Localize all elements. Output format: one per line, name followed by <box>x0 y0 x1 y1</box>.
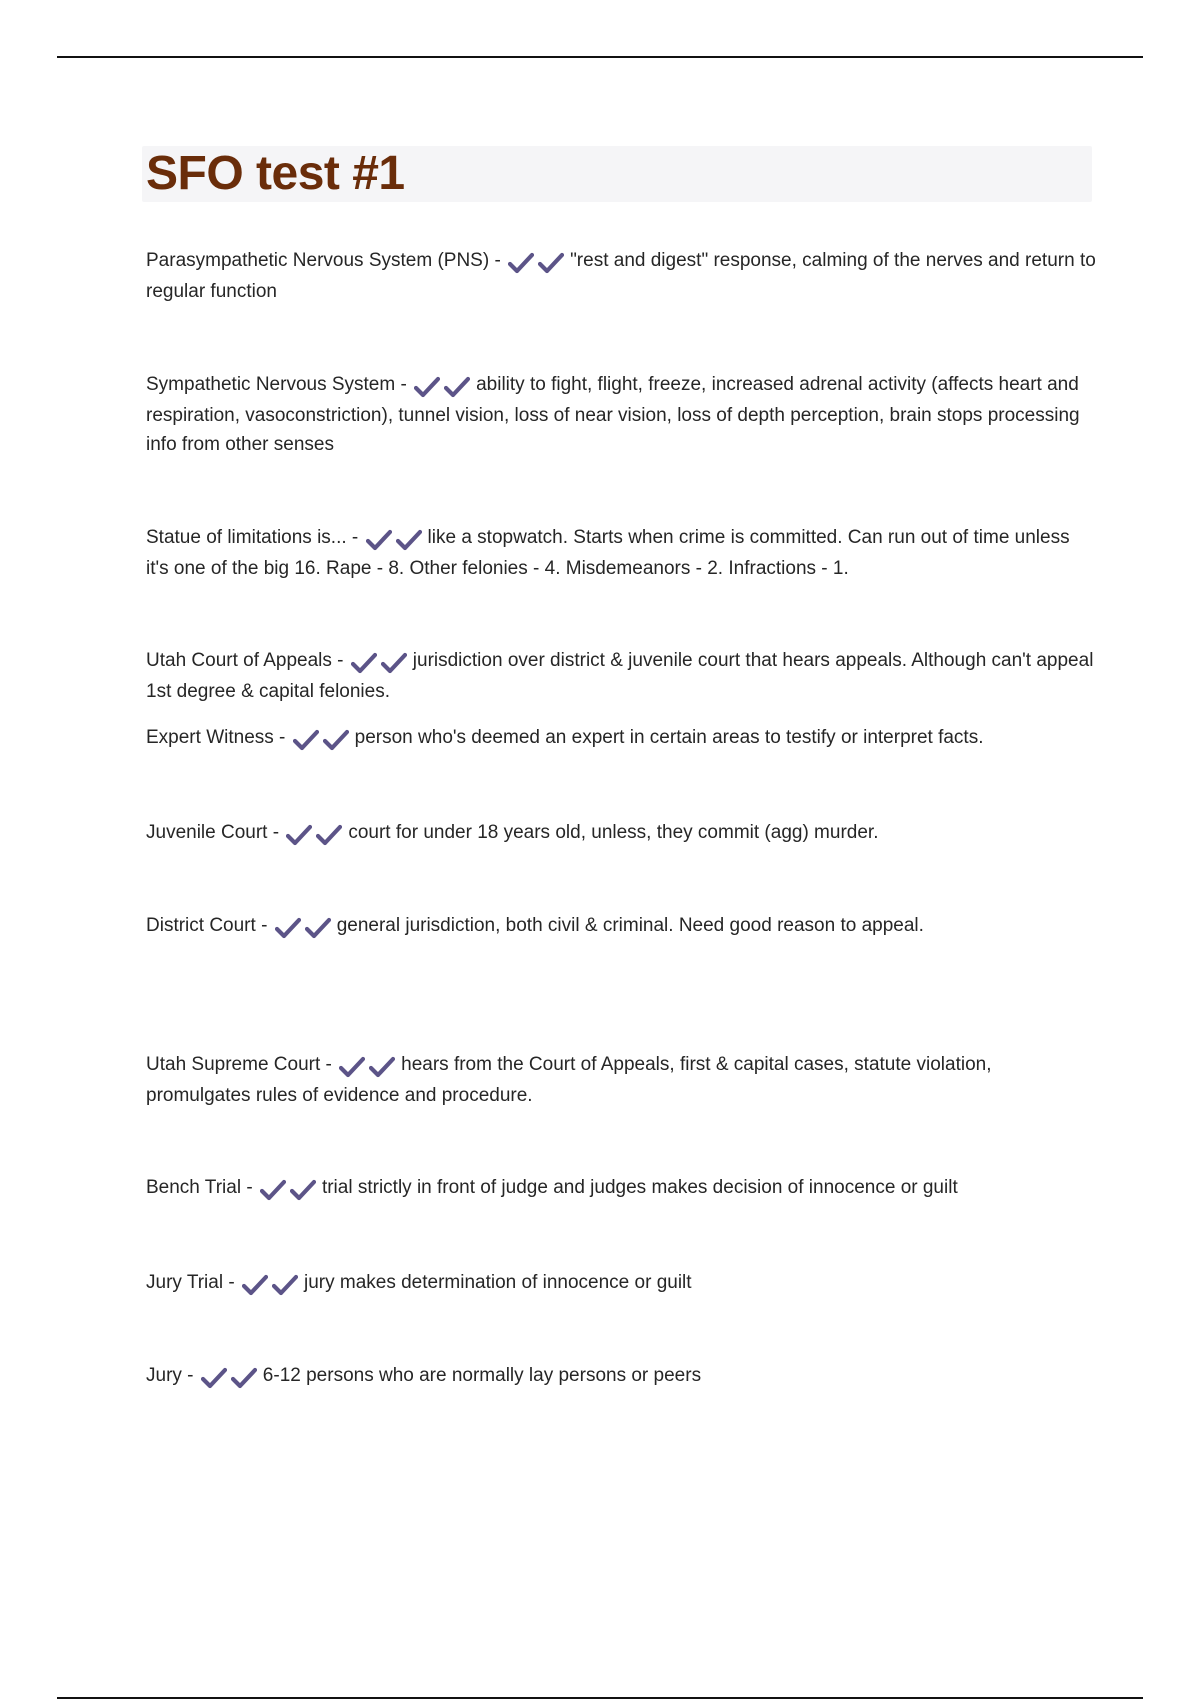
definition: 6-12 persons who are normally lay persons or peers <box>262 1365 702 1386</box>
check-icon <box>366 529 392 551</box>
check-icon <box>508 252 534 274</box>
check-icon <box>316 824 342 846</box>
double-check-icon <box>414 372 474 401</box>
list-item: Juvenile Court - court for under 18 years old, unless, they commit (agg) murder. <box>146 818 1096 849</box>
check-icon <box>351 652 377 674</box>
double-check-icon <box>260 1175 320 1204</box>
definition: "rest and digest" response, calming of the nerves and return to regular function <box>146 250 1096 302</box>
double-check-icon <box>275 913 335 942</box>
term: Parasympathetic Nervous System (PNS) <box>146 250 490 271</box>
definition: jurisdiction over district & juvenile court that hears appeals. Although can't appeal 1st degree & capital felonies. <box>146 650 1094 702</box>
check-icon <box>305 917 331 939</box>
definition: person who's deemed an expert in certain areas to testify or interpret facts. <box>354 727 984 748</box>
term: Statue of limitations is... <box>146 527 347 548</box>
term: Jury Trial <box>146 1272 224 1293</box>
definition: court for under 18 years old, unless, they commit (agg) murder. <box>348 822 879 843</box>
term: Juvenile Court <box>146 822 268 843</box>
term: Expert Witness <box>146 727 274 748</box>
list-item: Sympathetic Nervous System - ability to fight, flight, freeze, increased adrenal activity (affects heart and respiration, vasoconstriction), tunnel vision, loss of near vision, loss of depth perception, brain stops processing info from other senses <box>146 374 1080 455</box>
double-check-icon <box>351 648 411 677</box>
list-item: Statue of limitations is... - like a stopwatch. Starts when crime is committed. Can run out of time unless it's one of the big 16. Rape - 8. Other felonies - 4. Misdemeanors - 2. Infractions - 1. <box>146 527 1070 579</box>
list-item: Jury Trial - jury makes determination of innocence or guilt <box>146 1268 1096 1299</box>
check-icon <box>538 252 564 274</box>
check-icon <box>444 376 470 398</box>
term: Utah Supreme Court <box>146 1054 321 1075</box>
bottom-rule <box>57 1697 1143 1699</box>
check-icon <box>290 1179 316 1201</box>
check-icon <box>339 1056 365 1078</box>
definition: jury makes determination of innocence or guilt <box>303 1272 692 1293</box>
check-icon <box>369 1056 395 1078</box>
definition: hears from the Court of Appeals, first & capital cases, statute violation, promulgates rules of evidence and procedure. <box>146 1054 992 1106</box>
list-item: Bench Trial - trial strictly in front of judge and judges makes decision of innocence or guilt <box>146 1173 1096 1204</box>
definition: trial strictly in front of judge and judges makes decision of innocence or guilt <box>321 1177 958 1198</box>
check-icon <box>293 729 319 751</box>
list-item: Parasympathetic Nervous System (PNS) - "rest and digest" response, calming of the nerves and return to regular function <box>146 250 1096 302</box>
document-title: SFO test #1 <box>146 147 405 200</box>
double-check-icon <box>293 725 353 754</box>
definition: like a stopwatch. Starts when crime is committed. Can run out of time unless it's one of the big 16. Rape - 8. Other felonies - 4. Misdemeanors - 2. Infractions - 1. <box>146 527 1070 579</box>
list-item: Utah Court of Appeals - jurisdiction over district & juvenile court that hears appeals. Although can't appeal 1st degree & capital felonies. <box>146 650 1094 702</box>
term: Jury <box>146 1365 182 1386</box>
check-icon <box>275 917 301 939</box>
definition: ability to fight, flight, freeze, increased adrenal activity (affects heart and respiration, vasoconstriction), tunnel vision, loss of near vision, loss of depth perception, brain stops processing info from other senses <box>146 374 1080 455</box>
double-check-icon <box>201 1363 261 1392</box>
double-check-icon <box>339 1052 399 1081</box>
list-item: Utah Supreme Court - hears from the Court of Appeals, first & capital cases, statute violation, promulgates rules of evidence and procedure. <box>146 1054 992 1106</box>
check-icon <box>272 1274 298 1296</box>
check-icon <box>381 652 407 674</box>
double-check-icon <box>286 820 346 849</box>
list-item: District Court - general jurisdiction, both civil & criminal. Need good reason to appeal. <box>146 911 1096 942</box>
term: District Court <box>146 915 256 936</box>
double-check-icon <box>508 248 568 277</box>
list-item: Expert Witness - person who's deemed an expert in certain areas to testify or interpret facts. <box>146 723 1096 754</box>
check-icon <box>414 376 440 398</box>
check-icon <box>242 1274 268 1296</box>
check-icon <box>396 529 422 551</box>
check-icon <box>201 1367 227 1389</box>
check-icon <box>231 1367 257 1389</box>
term: Utah Court of Appeals <box>146 650 332 671</box>
check-icon <box>260 1179 286 1201</box>
term: Bench Trial <box>146 1177 242 1198</box>
definition: general jurisdiction, both civil & criminal. Need good reason to appeal. <box>336 915 924 936</box>
check-icon <box>323 729 349 751</box>
top-rule <box>57 56 1143 58</box>
list-item: Jury - 6-12 persons who are normally lay persons or peers <box>146 1361 1096 1392</box>
double-check-icon <box>242 1270 302 1299</box>
double-check-icon <box>366 525 426 554</box>
check-icon <box>286 824 312 846</box>
term: Sympathetic Nervous System <box>146 374 396 395</box>
